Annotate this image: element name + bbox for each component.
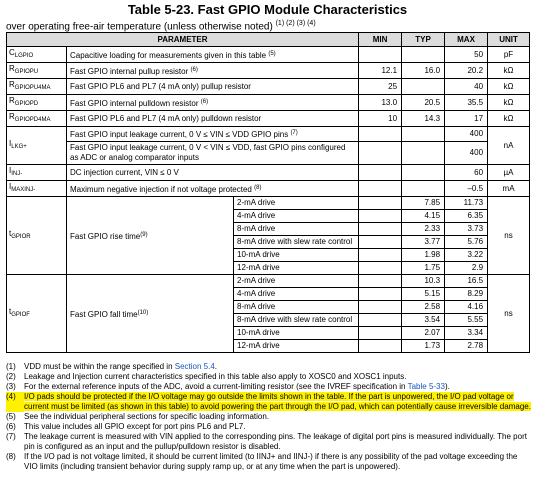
max-cell: 3.34 — [445, 327, 488, 340]
footnote-number: (1) — [6, 362, 16, 371]
min-cell — [359, 197, 402, 210]
table-row — [7, 165, 530, 181]
unit-cell: nA — [488, 127, 530, 165]
symbol-cell: $C_{LGPIO}$ — [7, 47, 67, 63]
min-cell — [359, 275, 402, 288]
footnote-text: For the external reference inputs of the ADC, avoid a current-limiting resistor (see the IVREF specification in Table 5-33). — [24, 382, 450, 391]
max-cell: 5.55 — [445, 314, 488, 327]
condition-cell: 8-mA drive — [234, 223, 359, 236]
param-cell: Fast GPIO PL6 and PL7 (4 mA only) pulldown resistor — [67, 111, 359, 127]
typ-cell: 2.33 — [402, 223, 445, 236]
footnote-number: (5) — [6, 412, 16, 421]
unit-cell: ns — [488, 275, 530, 353]
condition-cell: 8-mA drive with slew rate control — [234, 236, 359, 249]
symbol-cell: $I_{INJ-}$ — [7, 165, 67, 181]
min-cell — [359, 301, 402, 314]
typ-cell: 3.54 — [402, 314, 445, 327]
min-cell — [359, 165, 402, 181]
max-cell: 400 — [445, 142, 488, 165]
typ-cell: 5.15 — [402, 288, 445, 301]
footnote — [6, 382, 531, 392]
condition-cell: 12-mA drive — [234, 262, 359, 275]
param-cell: Fast GPIO rise time$^{(9)}$ — [67, 197, 234, 275]
table-row — [7, 63, 530, 79]
footnote-text: See the individual peripheral sections for specific loading information. — [24, 412, 270, 421]
unit-cell: kΩ — [488, 79, 530, 95]
condition-cell: 4-mA drive — [234, 288, 359, 301]
max-cell: 8.29 — [445, 288, 488, 301]
max-cell: 6.35 — [445, 210, 488, 223]
footnote-text: If the I/O pad is not voltage limited, it should be current limited (to IINJ+ and IINJ-) if there is any possibility of the pad voltage exceeding the VIO limits (including transient behavior during supply ramp up, or at any time when the part is unpowered). — [24, 452, 518, 471]
table-row — [7, 95, 530, 111]
max-cell: 3.22 — [445, 249, 488, 262]
typ-cell — [402, 165, 445, 181]
min-cell — [359, 262, 402, 275]
table-link[interactable]: Table 5-33 — [407, 382, 445, 391]
max-cell: 17 — [445, 111, 488, 127]
unit-cell: mA — [488, 181, 530, 197]
condition-cell: 2-mA drive — [234, 197, 359, 210]
condition-cell: 8-mA drive — [234, 301, 359, 314]
symbol-cell: $R_{GPIOPU4MA}$ — [7, 79, 67, 95]
table-row — [7, 47, 530, 63]
max-cell: 5.76 — [445, 236, 488, 249]
footnote-number: (7) — [6, 432, 16, 441]
param-cell: Fast GPIO input leakage current, 0 V < VIN ≤ VDD, fast GPIO pins configured as ADC or analog comparator inputs — [67, 142, 359, 165]
unit-cell: kΩ — [488, 63, 530, 79]
footnote — [6, 422, 531, 432]
unit-cell: µA — [488, 165, 530, 181]
symbol-cell: $I_{LKG+}$ — [7, 127, 67, 165]
max-cell: 2.9 — [445, 262, 488, 275]
typ-cell: 20.5 — [402, 95, 445, 111]
typ-cell: 2.07 — [402, 327, 445, 340]
typ-cell: 4.15 — [402, 210, 445, 223]
header-min: MIN — [359, 33, 402, 47]
footnote-number: (3) — [6, 382, 16, 391]
typ-cell: 1.98 — [402, 249, 445, 262]
condition-cell: 8-mA drive with slew rate control — [234, 314, 359, 327]
rise-time-group — [7, 197, 530, 275]
typ-cell: 2.58 — [402, 301, 445, 314]
param-cell: Maximum negative injection if not voltage protected $^{(8)}$ — [67, 181, 359, 197]
typ-cell: 14.3 — [402, 111, 445, 127]
max-cell: 11.73 — [445, 197, 488, 210]
condition-cell: 4-mA drive — [234, 210, 359, 223]
condition-cell: 12-mA drive — [234, 340, 359, 353]
max-cell: 3.73 — [445, 223, 488, 236]
characteristics-table — [6, 32, 530, 353]
unit-cell: pF — [488, 47, 530, 63]
typ-cell: 7.85 — [402, 197, 445, 210]
table-row — [7, 181, 530, 197]
min-cell — [359, 210, 402, 223]
footnote — [6, 452, 531, 472]
min-cell: 10 — [359, 111, 402, 127]
footnote — [6, 362, 531, 372]
typ-cell — [402, 127, 445, 142]
min-cell — [359, 142, 402, 165]
unit-cell: kΩ — [488, 111, 530, 127]
min-cell — [359, 340, 402, 353]
footnote-number: (4) — [6, 392, 24, 412]
param-cell: Fast GPIO internal pullup resistor $^{(6)}$ — [67, 63, 359, 79]
max-cell: 16.5 — [445, 275, 488, 288]
min-cell — [359, 314, 402, 327]
unit-cell: kΩ — [488, 95, 530, 111]
footnote-text: This value includes all GPIO except for port pins PL6 and PL7. — [24, 422, 246, 431]
symbol-cell: $R_{GPIOPU}$ — [7, 63, 67, 79]
footnote-text: The leakage current is measured with VIN applied to the corresponding pins. The leakage of digital port pins is measured individually. The port pin is configured as an input and the pullup/pulldown resistor is disabled. — [24, 432, 527, 451]
max-cell: –0.5 — [445, 181, 488, 197]
symbol-cell: $I_{MAXINJ-}$ — [7, 181, 67, 197]
min-cell: 25 — [359, 79, 402, 95]
table-row — [7, 275, 530, 288]
min-cell — [359, 47, 402, 63]
footnotes — [6, 362, 531, 472]
table-row — [7, 127, 530, 142]
symbol-cell: $t_{GPIOR}$ — [7, 197, 67, 275]
header-typ: TYP — [402, 33, 445, 47]
min-cell — [359, 127, 402, 142]
typ-cell: 1.75 — [402, 262, 445, 275]
min-cell: 12.1 — [359, 63, 402, 79]
table-row — [7, 142, 530, 165]
max-cell: 2.78 — [445, 340, 488, 353]
header-unit: UNIT — [488, 33, 530, 47]
typ-cell: 3.77 — [402, 236, 445, 249]
typ-cell — [402, 79, 445, 95]
footnote — [6, 392, 531, 412]
footnote-text — [24, 392, 531, 412]
max-cell: 20.2 — [445, 63, 488, 79]
footnote-text: VDD must be within the range specified in Section 5.4. — [24, 362, 218, 371]
min-cell — [359, 181, 402, 197]
footnote — [6, 412, 531, 422]
max-cell: 40 — [445, 79, 488, 95]
symbol-cell: $R_{GPIOPD}$ — [7, 95, 67, 111]
condition-cell: 10-mA drive — [234, 327, 359, 340]
header-max: MAX — [445, 33, 488, 47]
subtitle-refs: (1) (2) (3) (4) — [275, 20, 316, 27]
symbol-cell: $t_{GPIOF}$ — [7, 275, 67, 353]
min-cell — [359, 288, 402, 301]
footnote — [6, 372, 531, 382]
min-cell — [359, 249, 402, 262]
typ-cell: 10.3 — [402, 275, 445, 288]
header-parameter: PARAMETER — [7, 33, 359, 47]
param-cell: DC injection current, VIN ≤ 0 V — [67, 165, 359, 181]
param-cell: Fast GPIO internal pulldown resistor $^{(6)}$ — [67, 95, 359, 111]
table-row — [7, 79, 530, 95]
table-title: Table 5-23. Fast GPIO Module Characteristics — [127, 2, 408, 17]
max-cell: 50 — [445, 47, 488, 63]
footnote-text: Leakage and Injection current characteristics specified in this table also apply to XOSC0 and XOSC1 inputs. — [24, 372, 407, 381]
footnote-number: (2) — [6, 372, 16, 381]
condition-cell: 2-mA drive — [234, 275, 359, 288]
section-link[interactable]: Section 5.4 — [174, 362, 215, 371]
table-row — [7, 197, 530, 210]
footnote — [6, 432, 531, 452]
symbol-cell: $R_{GPIOPD4MA}$ — [7, 111, 67, 127]
min-cell — [359, 236, 402, 249]
typ-cell — [402, 47, 445, 63]
max-cell: 35.5 — [445, 95, 488, 111]
param-cell: Fast GPIO PL6 and PL7 (4 mA only) pullup resistor — [67, 79, 359, 95]
param-cell: Fast GPIO fall time$^{(10)}$ — [67, 275, 234, 353]
typ-cell — [402, 142, 445, 165]
typ-cell: 1.73 — [402, 340, 445, 353]
subtitle-text: over operating free-air temperature (unless otherwise noted) — [6, 21, 273, 33]
header-row — [7, 33, 530, 47]
fall-time-group — [7, 275, 530, 353]
min-cell: 13.0 — [359, 95, 402, 111]
max-cell: 400 — [445, 127, 488, 142]
min-cell — [359, 327, 402, 340]
min-cell — [359, 223, 402, 236]
footnote-number: (8) — [6, 452, 16, 461]
table-row — [7, 111, 530, 127]
typ-cell — [402, 181, 445, 197]
max-cell: 60 — [445, 165, 488, 181]
condition-cell: 10-mA drive — [234, 249, 359, 262]
highlighted-text: I/O pads should be protected if the I/O voltage may go outside the limits shown in the table. If the part is unpowered, the I/O pad voltage or current must be limited (as shown in this table) to avoid powering the part through the I/O pad, which can potentially cause irreversible damage. — [24, 392, 531, 411]
unit-cell: ns — [488, 197, 530, 275]
param-cell: Fast GPIO input leakage current, 0 V ≤ VIN ≤ VDD GPIO pins $^{(7)}$ — [67, 127, 359, 142]
typ-cell: 16.0 — [402, 63, 445, 79]
footnote-number: (6) — [6, 422, 16, 431]
param-cell: Capacitive loading for measurements given in this table $^{(5)}$ — [67, 47, 359, 63]
max-cell: 4.16 — [445, 301, 488, 314]
